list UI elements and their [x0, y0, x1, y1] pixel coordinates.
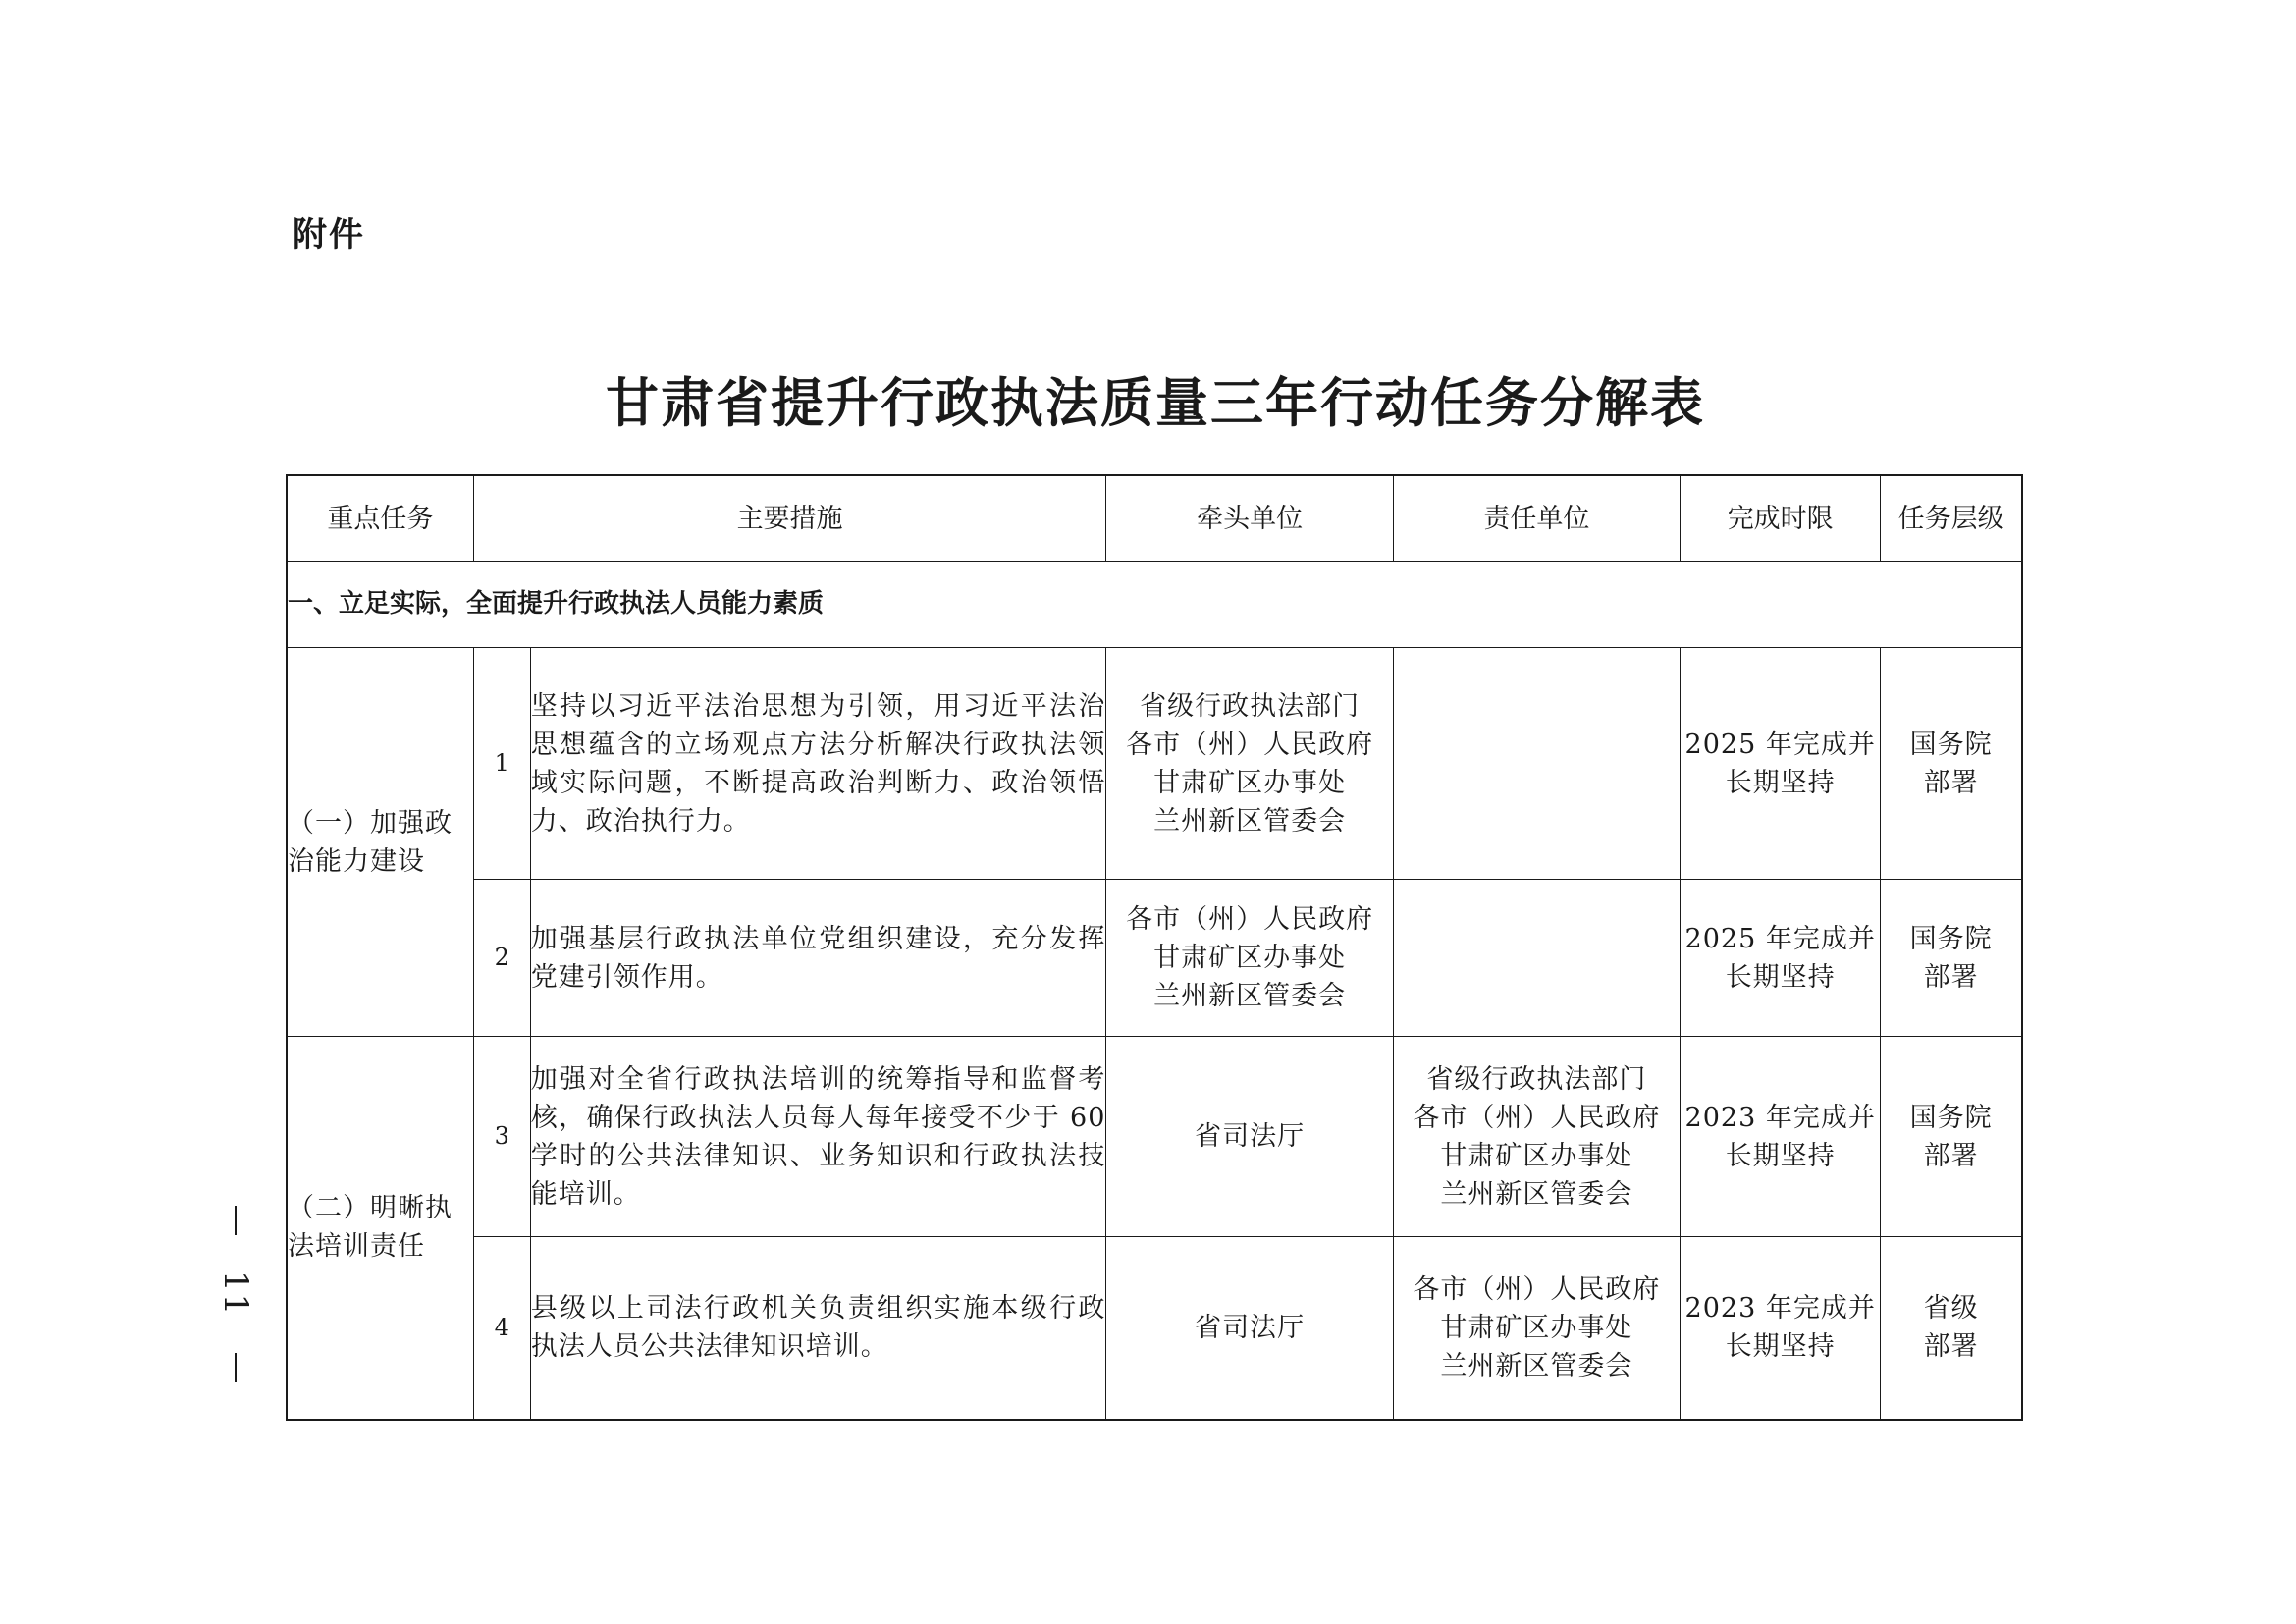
page-number-text: 11	[216, 1271, 255, 1318]
level-cell	[1881, 648, 2022, 880]
responsible-unit-line: 兰州新区管委会	[1440, 1178, 1633, 1210]
page-dash-top	[235, 1206, 237, 1235]
table-row	[287, 1237, 2022, 1420]
header-deadline: 完成时限	[1681, 475, 1881, 562]
lead-unit-cell	[1106, 1237, 1393, 1420]
level-line: 部署	[1923, 1331, 1979, 1363]
deadline-line: 2025 年完成并	[1684, 729, 1876, 760]
level-line: 部署	[1923, 767, 1979, 798]
table-row	[287, 880, 2022, 1037]
responsible-unit-cell	[1393, 1037, 1680, 1237]
lead-unit-cell	[1106, 1037, 1393, 1237]
table-row	[287, 1037, 2022, 1237]
lead-unit-line: 兰州新区管委会	[1153, 805, 1347, 837]
responsible-unit-line: 省级行政执法部门	[1426, 1063, 1647, 1095]
key-task-cell: （二）明晰执法培训责任	[287, 1037, 473, 1420]
header-row	[287, 475, 2022, 562]
level-line: 国务院	[1909, 729, 1993, 760]
deadline-line: 长期坚持	[1725, 1140, 1836, 1171]
deadline-line: 长期坚持	[1725, 1331, 1836, 1363]
section-row	[287, 562, 2022, 648]
row-number: 1	[473, 648, 530, 880]
level-line: 部署	[1923, 961, 1979, 993]
measure-cell: 坚持以习近平法治思想为引领，用习近平法治思想蕴含的立场观点方法分析解决行政执法领域实际问题，不断提高政治判断力、政治领悟力、政治执行力。	[530, 648, 1106, 880]
row-number: 4	[473, 1237, 530, 1420]
level-line: 国务院	[1909, 1102, 1993, 1133]
responsible-unit-cell	[1393, 880, 1680, 1037]
lead-unit-line: 各市（州）人民政府	[1126, 904, 1374, 935]
deadline-cell	[1681, 648, 1881, 880]
responsible-unit-line: 甘肃矿区办事处	[1440, 1140, 1633, 1171]
table-row	[287, 648, 2022, 880]
row-number: 2	[473, 880, 530, 1037]
row-number: 3	[473, 1037, 530, 1237]
lead-unit-line: 各市（州）人民政府	[1126, 729, 1374, 760]
lead-unit-line: 省司法厅	[1195, 1121, 1306, 1152]
lead-unit-cell	[1106, 880, 1393, 1037]
measure-cell: 加强基层行政执法单位党组织建设，充分发挥党建引领作用。	[530, 880, 1106, 1037]
responsible-unit-line: 各市（州）人民政府	[1413, 1102, 1661, 1133]
level-cell	[1881, 880, 2022, 1037]
key-task-cell: （一）加强政治能力建设	[287, 648, 473, 1037]
header-level: 任务层级	[1881, 475, 2022, 562]
header-lead-unit: 牵头单位	[1106, 475, 1393, 562]
lead-unit-line: 甘肃矿区办事处	[1153, 767, 1347, 798]
responsible-unit-cell	[1393, 648, 1680, 880]
level-cell	[1881, 1237, 2022, 1420]
deadline-cell	[1681, 880, 1881, 1037]
page-dash-bottom	[235, 1353, 237, 1382]
header-measures: 主要措施	[473, 475, 1106, 562]
lead-unit-line: 兰州新区管委会	[1153, 981, 1347, 1011]
document-title: 甘肃省提升行政执法质量三年行动任务分解表	[606, 371, 1705, 434]
header-responsible-unit: 责任单位	[1393, 475, 1680, 562]
section-heading: 一、立足实际，全面提升行政执法人员能力素质	[287, 562, 2022, 648]
responsible-unit-line: 各市（州）人民政府	[1413, 1273, 1661, 1305]
page-number	[206, 1206, 265, 1382]
header-key-task: 重点任务	[287, 475, 473, 562]
deadline-line: 2023 年完成并	[1684, 1293, 1876, 1325]
deadline-line: 长期坚持	[1725, 961, 1836, 993]
responsible-unit-line: 甘肃矿区办事处	[1440, 1312, 1633, 1343]
lead-unit-line: 省级行政执法部门	[1140, 690, 1361, 722]
measure-cell: 加强对全省行政执法培训的统筹指导和监督考核，确保行政执法人员每人每年接受不少于 60 学时的公共法律知识、业务知识和行政执法技能培训。	[530, 1037, 1106, 1237]
level-line: 省级	[1923, 1293, 1979, 1325]
responsible-unit-cell	[1393, 1237, 1680, 1420]
measure-cell: 县级以上司法行政机关负责组织实施本级行政执法人员公共法律知识培训。	[530, 1237, 1106, 1420]
lead-unit-line: 省司法厅	[1195, 1312, 1306, 1343]
deadline-cell	[1681, 1237, 1881, 1420]
lead-unit-cell	[1106, 648, 1393, 880]
lead-unit-line: 甘肃矿区办事处	[1153, 943, 1347, 973]
responsible-unit-line: 兰州新区管委会	[1440, 1350, 1633, 1381]
task-table	[286, 474, 2023, 1421]
level-cell	[1881, 1037, 2022, 1237]
deadline-line: 2023 年完成并	[1684, 1102, 1876, 1133]
deadline-line: 长期坚持	[1725, 767, 1836, 798]
deadline-line: 2025 年完成并	[1684, 923, 1876, 954]
attachment-label: 附件	[293, 216, 366, 255]
level-line: 部署	[1923, 1140, 1979, 1171]
level-line: 国务院	[1909, 923, 1993, 954]
deadline-cell	[1681, 1037, 1881, 1237]
